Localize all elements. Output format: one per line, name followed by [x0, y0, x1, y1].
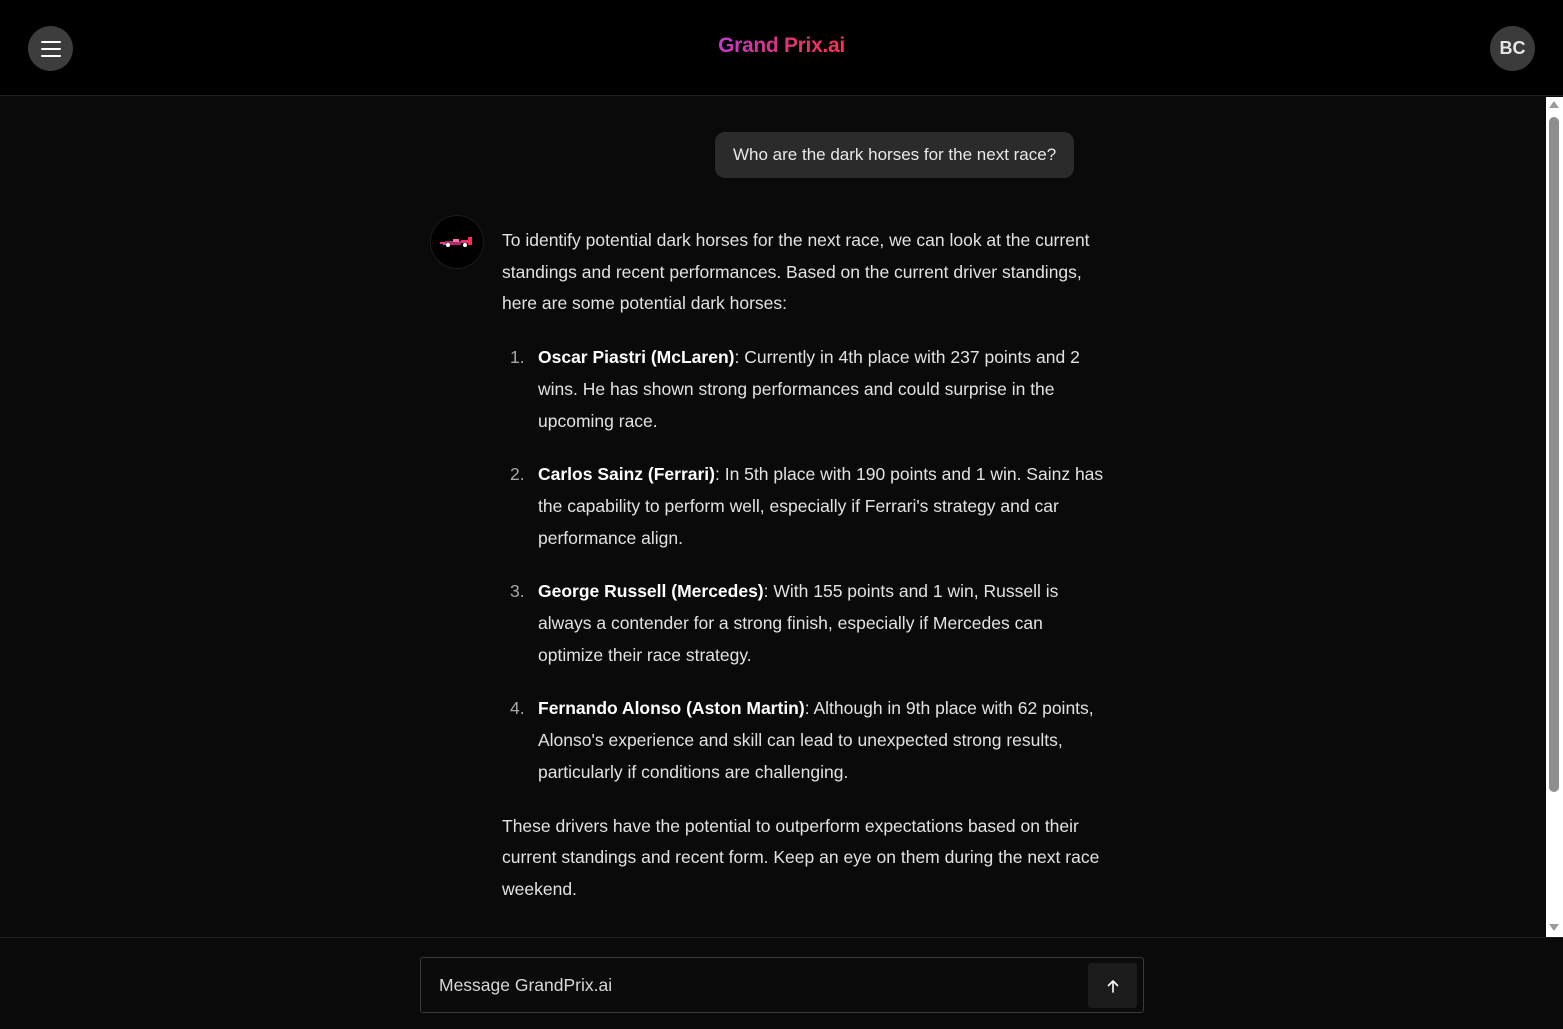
message-input[interactable] [421, 958, 1081, 1012]
list-number: 3. [510, 581, 525, 602]
driver-name: Oscar Piastri (McLaren) [538, 347, 735, 368]
user-avatar[interactable]: BC [1490, 26, 1535, 71]
list-item [502, 576, 1112, 671]
arrow-up-icon [1105, 978, 1121, 994]
scroll-down-arrow-icon[interactable] [1549, 924, 1559, 931]
top-bar [0, 0, 1563, 96]
chat-scroll-area[interactable] [0, 97, 1546, 937]
race-car-icon [439, 235, 475, 249]
list-number: 1. [510, 347, 525, 368]
driver-description: : Currently in 4th place with 237 points and 2 wins. He has shown strong performances and could surprise in the upcoming race. [538, 347, 1080, 431]
driver-description: : Although in 9th place with 62 points, Alonso's experience and skill can lead to unexpected strong results, particularly if conditions are challenging. [538, 698, 1094, 782]
assistant-outro: These drivers have the potential to outperform expectations based on their current standings and recent form. Keep an eye on them during the next race weekend. [502, 815, 1100, 899]
driver-name: George Russell (Mercedes) [538, 581, 764, 602]
user-message-bubble: Who are the dark horses for the next race? [715, 132, 1074, 178]
driver-name: Fernando Alonso (Aston Martin) [538, 698, 805, 719]
scrollbar-thumb[interactable] [1549, 117, 1559, 792]
assistant-intro: To identify potential dark horses for the next race, we can look at the current standings and recent performances. Based on the current driver standings, here are some potential dark horses: [502, 230, 1090, 314]
app-logo-text: Grand Prix.ai [718, 34, 845, 57]
assistant-message [502, 225, 1112, 906]
app-logo[interactable] [0, 34, 1563, 58]
driver-name: Carlos Sainz (Ferrari) [538, 464, 715, 485]
composer-bar [0, 937, 1563, 1029]
list-number: 2. [510, 464, 525, 485]
chat-scrollbar[interactable] [1546, 97, 1563, 937]
driver-description: : In 5th place with 190 points and 1 win. Sainz has the capability to perform well, especially if Ferrari's strategy and car performance align. [538, 464, 1104, 548]
driver-description: : With 155 points and 1 win, Russell is always a contender for a strong finish, especially if Mercedes can optimize their race strategy. [538, 581, 1059, 665]
scroll-up-arrow-icon[interactable] [1549, 101, 1559, 108]
list-item [502, 459, 1112, 554]
assistant-avatar [430, 215, 484, 269]
list-item [502, 693, 1112, 788]
send-button[interactable] [1088, 963, 1137, 1008]
dark-horse-list [502, 342, 1112, 788]
message-input-container [420, 957, 1144, 1013]
list-item [502, 342, 1112, 437]
list-number: 4. [510, 698, 525, 719]
